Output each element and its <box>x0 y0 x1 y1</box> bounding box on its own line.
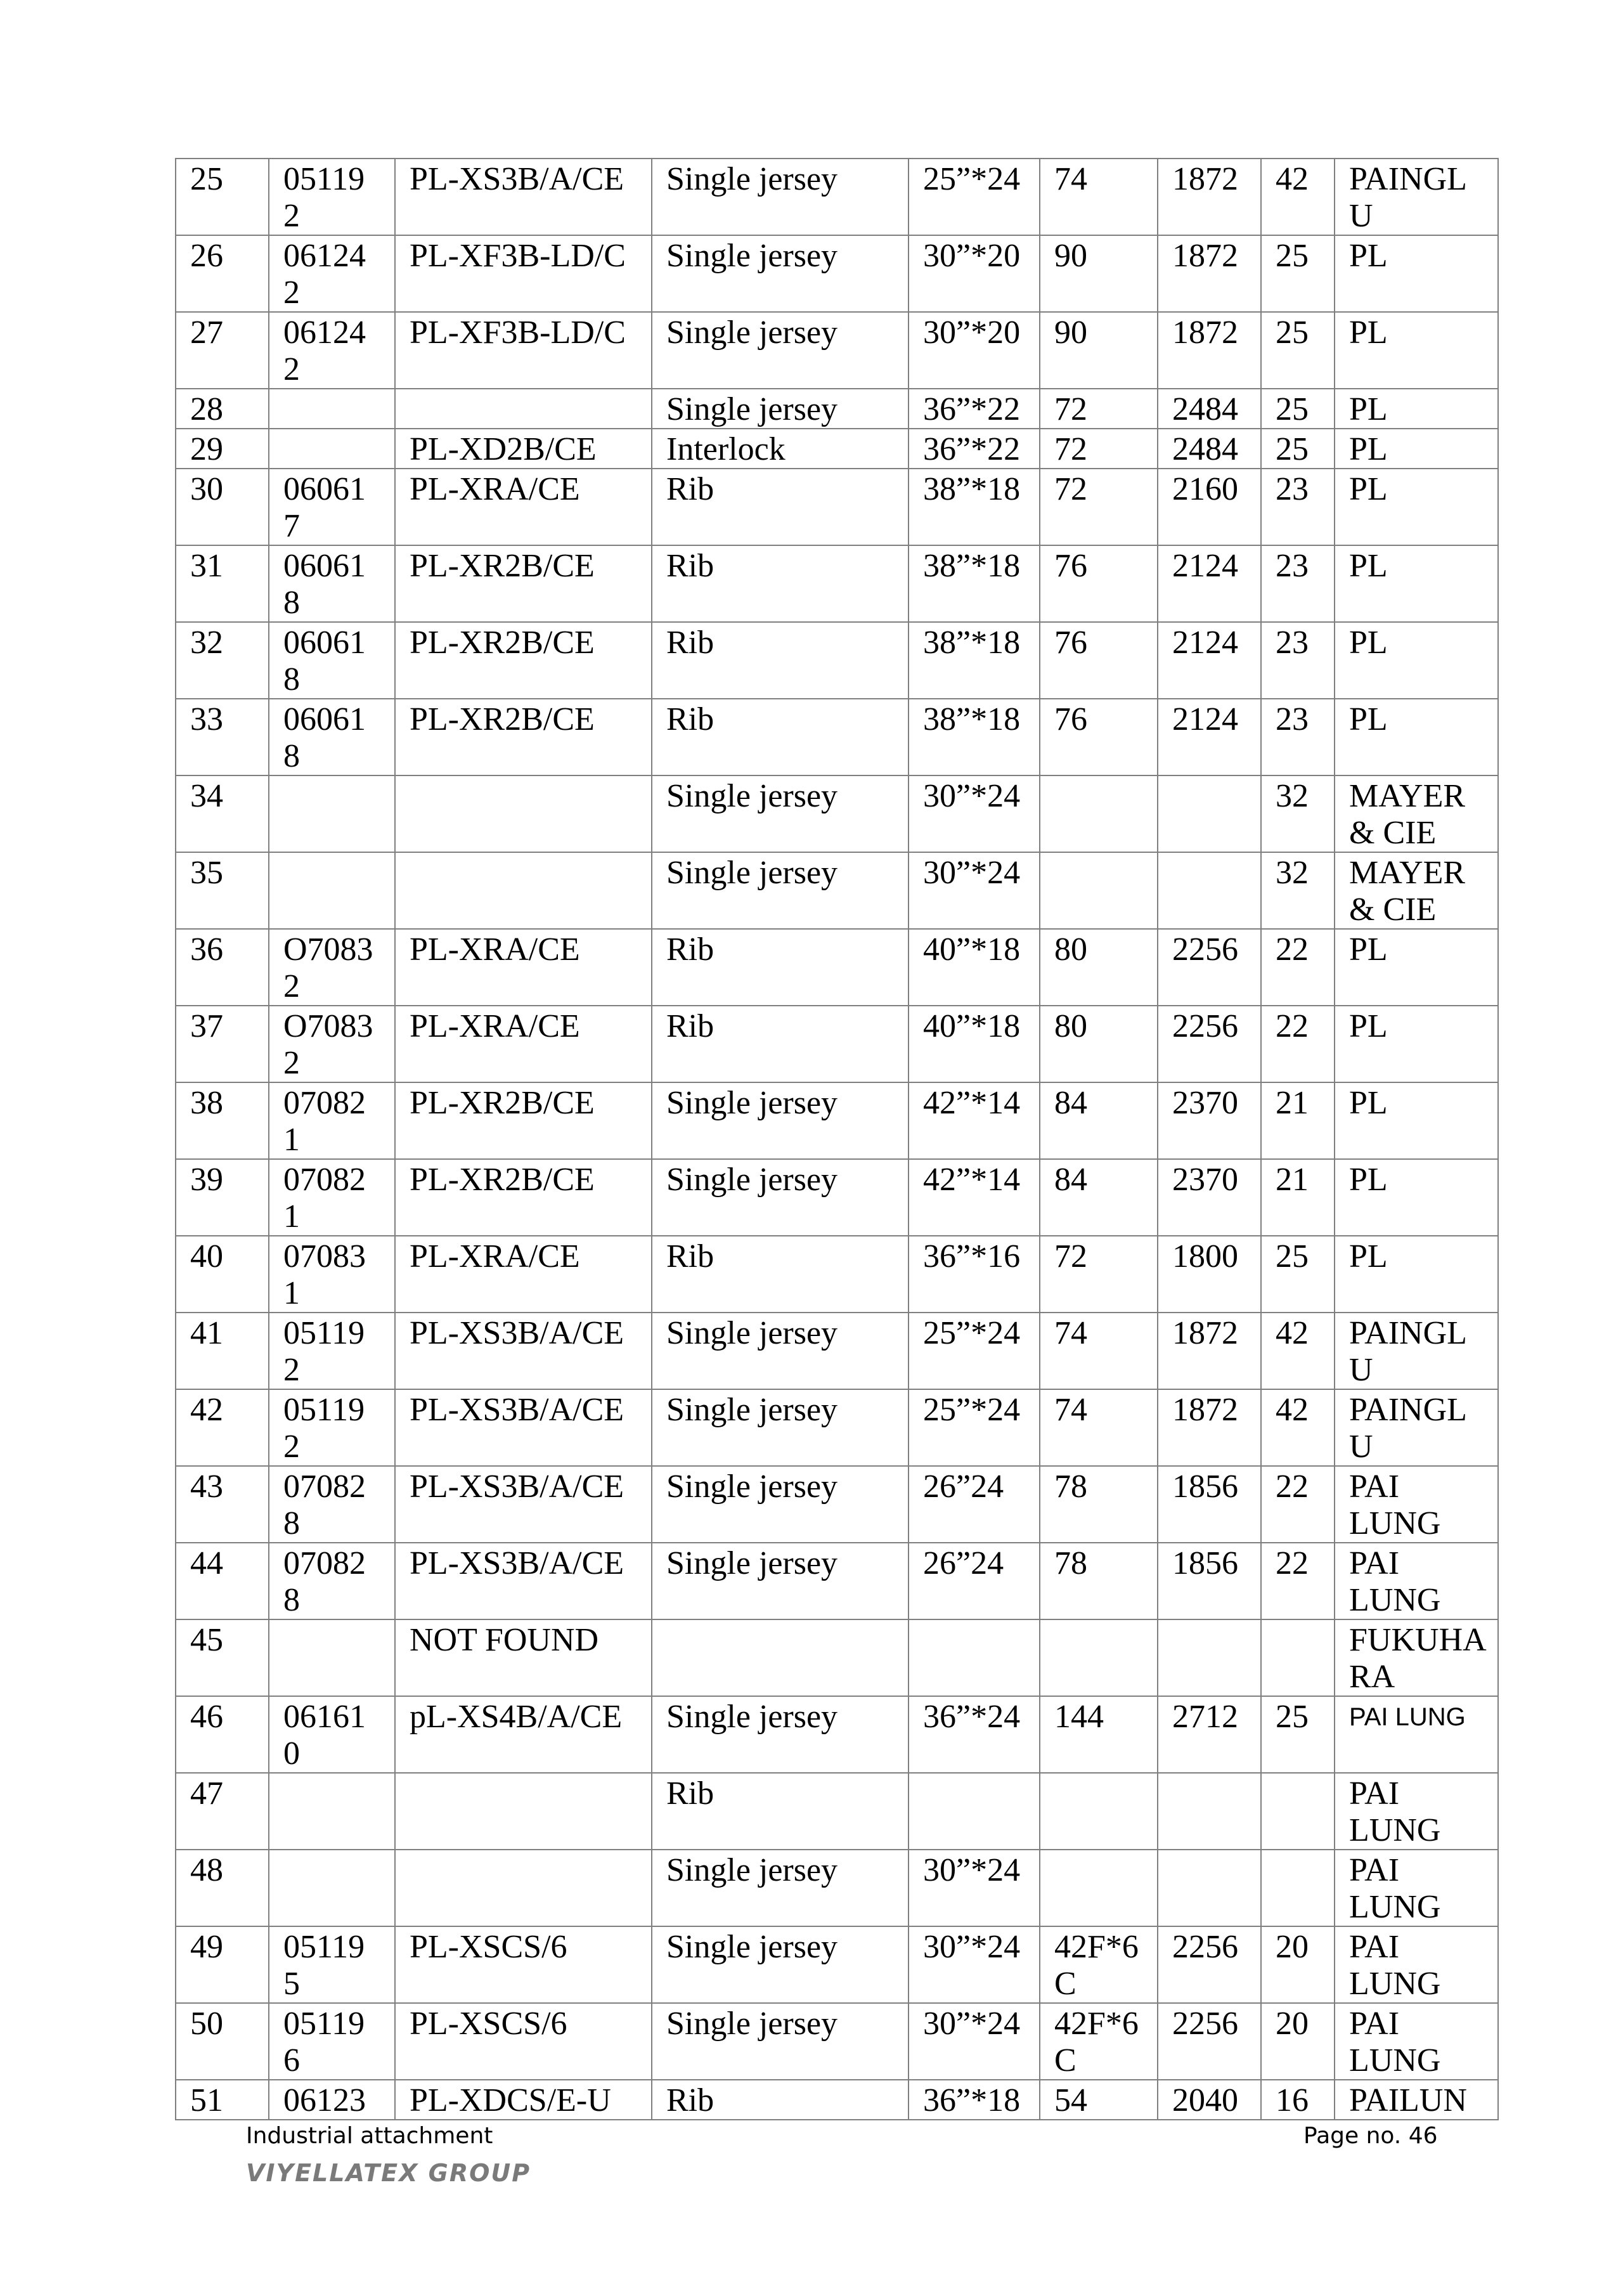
rpm-cell: 22 <box>1261 1466 1335 1543</box>
rpm-cell: 25 <box>1261 429 1335 469</box>
needles-cell: 2256 <box>1158 1006 1261 1082</box>
needles-cell: 1872 <box>1158 235 1261 312</box>
fabric-type-cell: Rib <box>652 622 908 699</box>
fabric-type-cell: Rib <box>652 469 908 545</box>
needles-cell: 2256 <box>1158 929 1261 1006</box>
needles-cell: 2124 <box>1158 699 1261 775</box>
needles-cell: 2484 <box>1158 429 1261 469</box>
feeders-cell: 72 <box>1040 469 1158 545</box>
table-row <box>176 1850 1498 1926</box>
rpm-cell: 20 <box>1261 2003 1335 2080</box>
machine-id-cell: 07082 1 <box>269 1082 395 1159</box>
dia-gauge-cell: 38”*18 <box>908 545 1040 622</box>
brand-cell: PL <box>1335 1236 1498 1313</box>
brand-cell: FUKUHA RA <box>1335 1619 1498 1696</box>
table-row <box>176 469 1498 545</box>
feeders-cell <box>1040 775 1158 852</box>
serial-no-cell: 32 <box>176 622 269 699</box>
dia-gauge-cell: 42”*14 <box>908 1159 1040 1236</box>
needles-cell: 2370 <box>1158 1082 1261 1159</box>
serial-no-cell: 25 <box>176 159 269 235</box>
brand-cell: PL <box>1335 545 1498 622</box>
rpm-cell: 23 <box>1261 699 1335 775</box>
serial-no-cell: 44 <box>176 1543 269 1619</box>
needles-cell <box>1158 1773 1261 1850</box>
model-cell: PL-XRA/CE <box>395 929 652 1006</box>
machine-id-cell <box>269 1773 395 1850</box>
brand-cell: PAINGL U <box>1335 1313 1498 1389</box>
brand-cell: PAILUN <box>1335 2080 1498 2120</box>
model-cell: PL-XSCS/6 <box>395 2003 652 2080</box>
fabric-type-cell: Single jersey <box>652 1543 908 1619</box>
model-cell: PL-XD2B/CE <box>395 429 652 469</box>
dia-gauge-cell: 30”*24 <box>908 775 1040 852</box>
serial-no-cell: 39 <box>176 1159 269 1236</box>
model-cell: PL-XR2B/CE <box>395 545 652 622</box>
fabric-type-cell: Single jersey <box>652 1926 908 2003</box>
model-cell <box>395 1850 652 1926</box>
model-cell: PL-XRA/CE <box>395 469 652 545</box>
model-cell: PL-XR2B/CE <box>395 699 652 775</box>
brand-cell: PAI LUNG <box>1335 1466 1498 1543</box>
feeders-cell: 72 <box>1040 389 1158 429</box>
footer-left-text: Industrial attachment <box>246 2123 493 2149</box>
machine-table <box>175 158 1499 2120</box>
serial-no-cell: 38 <box>176 1082 269 1159</box>
brand-cell: PL <box>1335 469 1498 545</box>
machine-id-cell: 05119 2 <box>269 1389 395 1466</box>
table-row <box>176 775 1498 852</box>
serial-no-cell: 37 <box>176 1006 269 1082</box>
fabric-type-cell: Single jersey <box>652 1466 908 1543</box>
rpm-cell: 32 <box>1261 775 1335 852</box>
machine-id-cell <box>269 429 395 469</box>
dia-gauge-cell: 30”*20 <box>908 235 1040 312</box>
model-cell: PL-XRA/CE <box>395 1006 652 1082</box>
needles-cell: 2484 <box>1158 389 1261 429</box>
feeders-cell: 84 <box>1040 1082 1158 1159</box>
model-cell: PL-XRA/CE <box>395 1236 652 1313</box>
fabric-type-cell: Single jersey <box>652 852 908 929</box>
dia-gauge-cell: 25”*24 <box>908 159 1040 235</box>
feeders-cell <box>1040 1773 1158 1850</box>
brand-cell: PAI LUNG <box>1335 1543 1498 1619</box>
brand-cell: PAI LUNG <box>1335 1773 1498 1850</box>
brand-cell: MAYER & CIE <box>1335 852 1498 929</box>
model-cell: PL-XSCS/6 <box>395 1926 652 2003</box>
serial-no-cell: 47 <box>176 1773 269 1850</box>
fabric-type-cell: Rib <box>652 1236 908 1313</box>
model-cell: PL-XS3B/A/CE <box>395 159 652 235</box>
serial-no-cell: 45 <box>176 1619 269 1696</box>
feeders-cell: 90 <box>1040 235 1158 312</box>
machine-id-cell: 05119 2 <box>269 1313 395 1389</box>
fabric-type-cell: Single jersey <box>652 2003 908 2080</box>
serial-no-cell: 41 <box>176 1313 269 1389</box>
dia-gauge-cell <box>908 1619 1040 1696</box>
table-row <box>176 699 1498 775</box>
table-row <box>176 429 1498 469</box>
serial-no-cell: 27 <box>176 312 269 389</box>
model-cell: PL-XR2B/CE <box>395 622 652 699</box>
feeders-cell: 76 <box>1040 622 1158 699</box>
table-row <box>176 1619 1498 1696</box>
serial-no-cell: 42 <box>176 1389 269 1466</box>
rpm-cell: 22 <box>1261 929 1335 1006</box>
rpm-cell: 21 <box>1261 1159 1335 1236</box>
dia-gauge-cell: 36”*18 <box>908 2080 1040 2120</box>
machine-id-cell: 06061 7 <box>269 469 395 545</box>
table-row <box>176 1313 1498 1389</box>
brand-cell: PL <box>1335 699 1498 775</box>
dia-gauge-cell: 30”*24 <box>908 1926 1040 2003</box>
brand-cell: PAINGL U <box>1335 1389 1498 1466</box>
rpm-cell: 32 <box>1261 852 1335 929</box>
feeders-cell: 72 <box>1040 429 1158 469</box>
serial-no-cell: 35 <box>176 852 269 929</box>
brand-cell: PL <box>1335 622 1498 699</box>
dia-gauge-cell: 30”*24 <box>908 1850 1040 1926</box>
machine-id-cell <box>269 389 395 429</box>
needles-cell <box>1158 1850 1261 1926</box>
model-cell: PL-XS3B/A/CE <box>395 1313 652 1389</box>
brand-cell: PL <box>1335 389 1498 429</box>
rpm-cell <box>1261 1619 1335 1696</box>
serial-no-cell: 28 <box>176 389 269 429</box>
rpm-cell: 42 <box>1261 1313 1335 1389</box>
feeders-cell: 72 <box>1040 1236 1158 1313</box>
machine-id-cell: 05119 6 <box>269 2003 395 2080</box>
serial-no-cell: 31 <box>176 545 269 622</box>
fabric-type-cell: Rib <box>652 1006 908 1082</box>
needles-cell <box>1158 775 1261 852</box>
fabric-type-cell: Rib <box>652 1773 908 1850</box>
needles-cell: 1872 <box>1158 312 1261 389</box>
rpm-cell: 25 <box>1261 1696 1335 1773</box>
fabric-type-cell: Single jersey <box>652 775 908 852</box>
needles-cell: 2712 <box>1158 1696 1261 1773</box>
dia-gauge-cell: 38”*18 <box>908 699 1040 775</box>
feeders-cell: 76 <box>1040 699 1158 775</box>
table-row <box>176 1543 1498 1619</box>
rpm-cell: 25 <box>1261 235 1335 312</box>
table-row <box>176 1006 1498 1082</box>
serial-no-cell: 50 <box>176 2003 269 2080</box>
needles-cell <box>1158 852 1261 929</box>
table-row <box>176 1926 1498 2003</box>
dia-gauge-cell: 30”*24 <box>908 2003 1040 2080</box>
machine-id-cell: 06123 <box>269 2080 395 2120</box>
model-cell <box>395 775 652 852</box>
model-cell <box>395 852 652 929</box>
feeders-cell <box>1040 852 1158 929</box>
machine-id-cell: 06161 0 <box>269 1696 395 1773</box>
fabric-type-cell <box>652 1619 908 1696</box>
brand-cell: MAYER & CIE <box>1335 775 1498 852</box>
rpm-cell: 21 <box>1261 1082 1335 1159</box>
serial-no-cell: 34 <box>176 775 269 852</box>
table-row <box>176 389 1498 429</box>
feeders-cell <box>1040 1850 1158 1926</box>
needles-cell: 2370 <box>1158 1159 1261 1236</box>
table-row <box>176 852 1498 929</box>
table-body <box>176 159 1498 2120</box>
serial-no-cell: 43 <box>176 1466 269 1543</box>
feeders-cell: 80 <box>1040 929 1158 1006</box>
table-row <box>176 1236 1498 1313</box>
fabric-type-cell: Rib <box>652 2080 908 2120</box>
machine-id-cell: 05119 2 <box>269 159 395 235</box>
rpm-cell: 42 <box>1261 1389 1335 1466</box>
brand-cell: PL <box>1335 312 1498 389</box>
dia-gauge-cell: 25”*24 <box>908 1313 1040 1389</box>
feeders-cell: 78 <box>1040 1466 1158 1543</box>
model-cell <box>395 389 652 429</box>
table-row <box>176 312 1498 389</box>
table-row <box>176 1082 1498 1159</box>
rpm-cell: 16 <box>1261 2080 1335 2120</box>
table-row <box>176 235 1498 312</box>
serial-no-cell: 40 <box>176 1236 269 1313</box>
dia-gauge-cell: 30”*24 <box>908 852 1040 929</box>
brand-cell: PL <box>1335 1159 1498 1236</box>
feeders-cell: 80 <box>1040 1006 1158 1082</box>
machine-id-cell: 07082 1 <box>269 1159 395 1236</box>
machine-id-cell <box>269 775 395 852</box>
table-row <box>176 545 1498 622</box>
fabric-type-cell: Single jersey <box>652 1696 908 1773</box>
fabric-type-cell: Single jersey <box>652 389 908 429</box>
fabric-type-cell: Single jersey <box>652 159 908 235</box>
rpm-cell: 25 <box>1261 1236 1335 1313</box>
needles-cell <box>1158 1619 1261 1696</box>
fabric-type-cell: Single jersey <box>652 1159 908 1236</box>
needles-cell: 1800 <box>1158 1236 1261 1313</box>
feeders-cell: 74 <box>1040 1389 1158 1466</box>
table-row <box>176 929 1498 1006</box>
machine-id-cell: 07082 8 <box>269 1543 395 1619</box>
model-cell: PL-XF3B-LD/C <box>395 312 652 389</box>
machine-id-cell <box>269 852 395 929</box>
model-cell: NOT FOUND <box>395 1619 652 1696</box>
model-cell: PL-XS3B/A/CE <box>395 1543 652 1619</box>
dia-gauge-cell: 26”24 <box>908 1543 1040 1619</box>
table-row <box>176 159 1498 235</box>
serial-no-cell: 36 <box>176 929 269 1006</box>
needles-cell: 1856 <box>1158 1543 1261 1619</box>
model-cell: pL-XS4B/A/CE <box>395 1696 652 1773</box>
feeders-cell: 54 <box>1040 2080 1158 2120</box>
brand-logo-text: VIYELLATEX GROUP <box>246 2159 531 2187</box>
fabric-type-cell: Rib <box>652 545 908 622</box>
feeders-cell: 90 <box>1040 312 1158 389</box>
brand-cell: PL <box>1335 235 1498 312</box>
machine-id-cell: 07082 8 <box>269 1466 395 1543</box>
fabric-type-cell: Rib <box>652 699 908 775</box>
needles-cell: 2256 <box>1158 1926 1261 2003</box>
feeders-cell: 78 <box>1040 1543 1158 1619</box>
needles-cell: 1872 <box>1158 1389 1261 1466</box>
table-row <box>176 1389 1498 1466</box>
rpm-cell: 23 <box>1261 545 1335 622</box>
feeders-cell <box>1040 1619 1158 1696</box>
brand-cell: PAI LUNG <box>1335 1850 1498 1926</box>
feeders-cell: 76 <box>1040 545 1158 622</box>
dia-gauge-cell <box>908 1773 1040 1850</box>
table-row <box>176 2080 1498 2120</box>
dia-gauge-cell: 38”*18 <box>908 469 1040 545</box>
dia-gauge-cell: 30”*20 <box>908 312 1040 389</box>
machine-id-cell: 06061 8 <box>269 622 395 699</box>
needles-cell: 1856 <box>1158 1466 1261 1543</box>
fabric-type-cell: Single jersey <box>652 1850 908 1926</box>
serial-no-cell: 49 <box>176 1926 269 2003</box>
table-row <box>176 1696 1498 1773</box>
rpm-cell <box>1261 1773 1335 1850</box>
brand-cell: PAI LUNG <box>1335 1696 1498 1773</box>
dia-gauge-cell: 25”*24 <box>908 1389 1040 1466</box>
model-cell: PL-XR2B/CE <box>395 1159 652 1236</box>
model-cell: PL-XS3B/A/CE <box>395 1466 652 1543</box>
table-row <box>176 1773 1498 1850</box>
machine-id-cell: 05119 5 <box>269 1926 395 2003</box>
model-cell: PL-XR2B/CE <box>395 1082 652 1159</box>
serial-no-cell: 48 <box>176 1850 269 1926</box>
fabric-type-cell: Single jersey <box>652 1082 908 1159</box>
dia-gauge-cell: 26”24 <box>908 1466 1040 1543</box>
brand-cell: PL <box>1335 1082 1498 1159</box>
dia-gauge-cell: 38”*18 <box>908 622 1040 699</box>
needles-cell: 1872 <box>1158 159 1261 235</box>
machine-id-cell: O7083 2 <box>269 929 395 1006</box>
feeders-cell: 144 <box>1040 1696 1158 1773</box>
machine-id-cell: 06061 8 <box>269 699 395 775</box>
dia-gauge-cell: 36”*22 <box>908 429 1040 469</box>
machine-id-cell: 07083 1 <box>269 1236 395 1313</box>
serial-no-cell: 51 <box>176 2080 269 2120</box>
needles-cell: 2040 <box>1158 2080 1261 2120</box>
model-cell: PL-XF3B-LD/C <box>395 235 652 312</box>
needles-cell: 2124 <box>1158 622 1261 699</box>
feeders-cell: 74 <box>1040 159 1158 235</box>
rpm-cell: 23 <box>1261 469 1335 545</box>
rpm-cell <box>1261 1850 1335 1926</box>
feeders-cell: 84 <box>1040 1159 1158 1236</box>
needles-cell: 2160 <box>1158 469 1261 545</box>
dia-gauge-cell: 36”*24 <box>908 1696 1040 1773</box>
table-row <box>176 1159 1498 1236</box>
brand-cell: PAI LUNG <box>1335 1926 1498 2003</box>
dia-gauge-cell: 40”*18 <box>908 929 1040 1006</box>
rpm-cell: 20 <box>1261 1926 1335 2003</box>
fabric-type-cell: Single jersey <box>652 235 908 312</box>
dia-gauge-cell: 36”*16 <box>908 1236 1040 1313</box>
fabric-type-cell: Rib <box>652 929 908 1006</box>
machine-id-cell <box>269 1619 395 1696</box>
serial-no-cell: 33 <box>176 699 269 775</box>
rpm-cell: 23 <box>1261 622 1335 699</box>
serial-no-cell: 29 <box>176 429 269 469</box>
brand-cell: PAI LUNG <box>1335 2003 1498 2080</box>
fabric-type-cell: Single jersey <box>652 1313 908 1389</box>
rpm-cell: 22 <box>1261 1006 1335 1082</box>
feeders-cell: 42F*6 C <box>1040 1926 1158 2003</box>
machine-id-cell: 06061 8 <box>269 545 395 622</box>
machine-id-cell: 06124 2 <box>269 235 395 312</box>
needles-cell: 1872 <box>1158 1313 1261 1389</box>
serial-no-cell: 30 <box>176 469 269 545</box>
rpm-cell: 22 <box>1261 1543 1335 1619</box>
serial-no-cell: 26 <box>176 235 269 312</box>
table-row <box>176 2003 1498 2080</box>
model-cell: PL-XDCS/E-U <box>395 2080 652 2120</box>
dia-gauge-cell: 40”*18 <box>908 1006 1040 1082</box>
brand-cell: PL <box>1335 1006 1498 1082</box>
table-row <box>176 622 1498 699</box>
fabric-type-cell: Single jersey <box>652 1389 908 1466</box>
needles-cell: 2124 <box>1158 545 1261 622</box>
dia-gauge-cell: 42”*14 <box>908 1082 1040 1159</box>
feeders-cell: 74 <box>1040 1313 1158 1389</box>
machine-id-cell: O7083 2 <box>269 1006 395 1082</box>
rpm-cell: 25 <box>1261 312 1335 389</box>
machine-id-cell: 06124 2 <box>269 312 395 389</box>
dia-gauge-cell: 36”*22 <box>908 389 1040 429</box>
feeders-cell: 42F*6 C <box>1040 2003 1158 2080</box>
table-row <box>176 1466 1498 1543</box>
machine-id-cell <box>269 1850 395 1926</box>
brand-cell: PL <box>1335 929 1498 1006</box>
fabric-type-cell: Single jersey <box>652 312 908 389</box>
serial-no-cell: 46 <box>176 1696 269 1773</box>
rpm-cell: 25 <box>1261 389 1335 429</box>
model-cell <box>395 1773 652 1850</box>
model-cell: PL-XS3B/A/CE <box>395 1389 652 1466</box>
page-number: Page no. 46 <box>1303 2123 1438 2149</box>
brand-cell: PAINGL U <box>1335 159 1498 235</box>
brand-cell: PL <box>1335 429 1498 469</box>
rpm-cell: 42 <box>1261 159 1335 235</box>
fabric-type-cell: Interlock <box>652 429 908 469</box>
needles-cell: 2256 <box>1158 2003 1261 2080</box>
